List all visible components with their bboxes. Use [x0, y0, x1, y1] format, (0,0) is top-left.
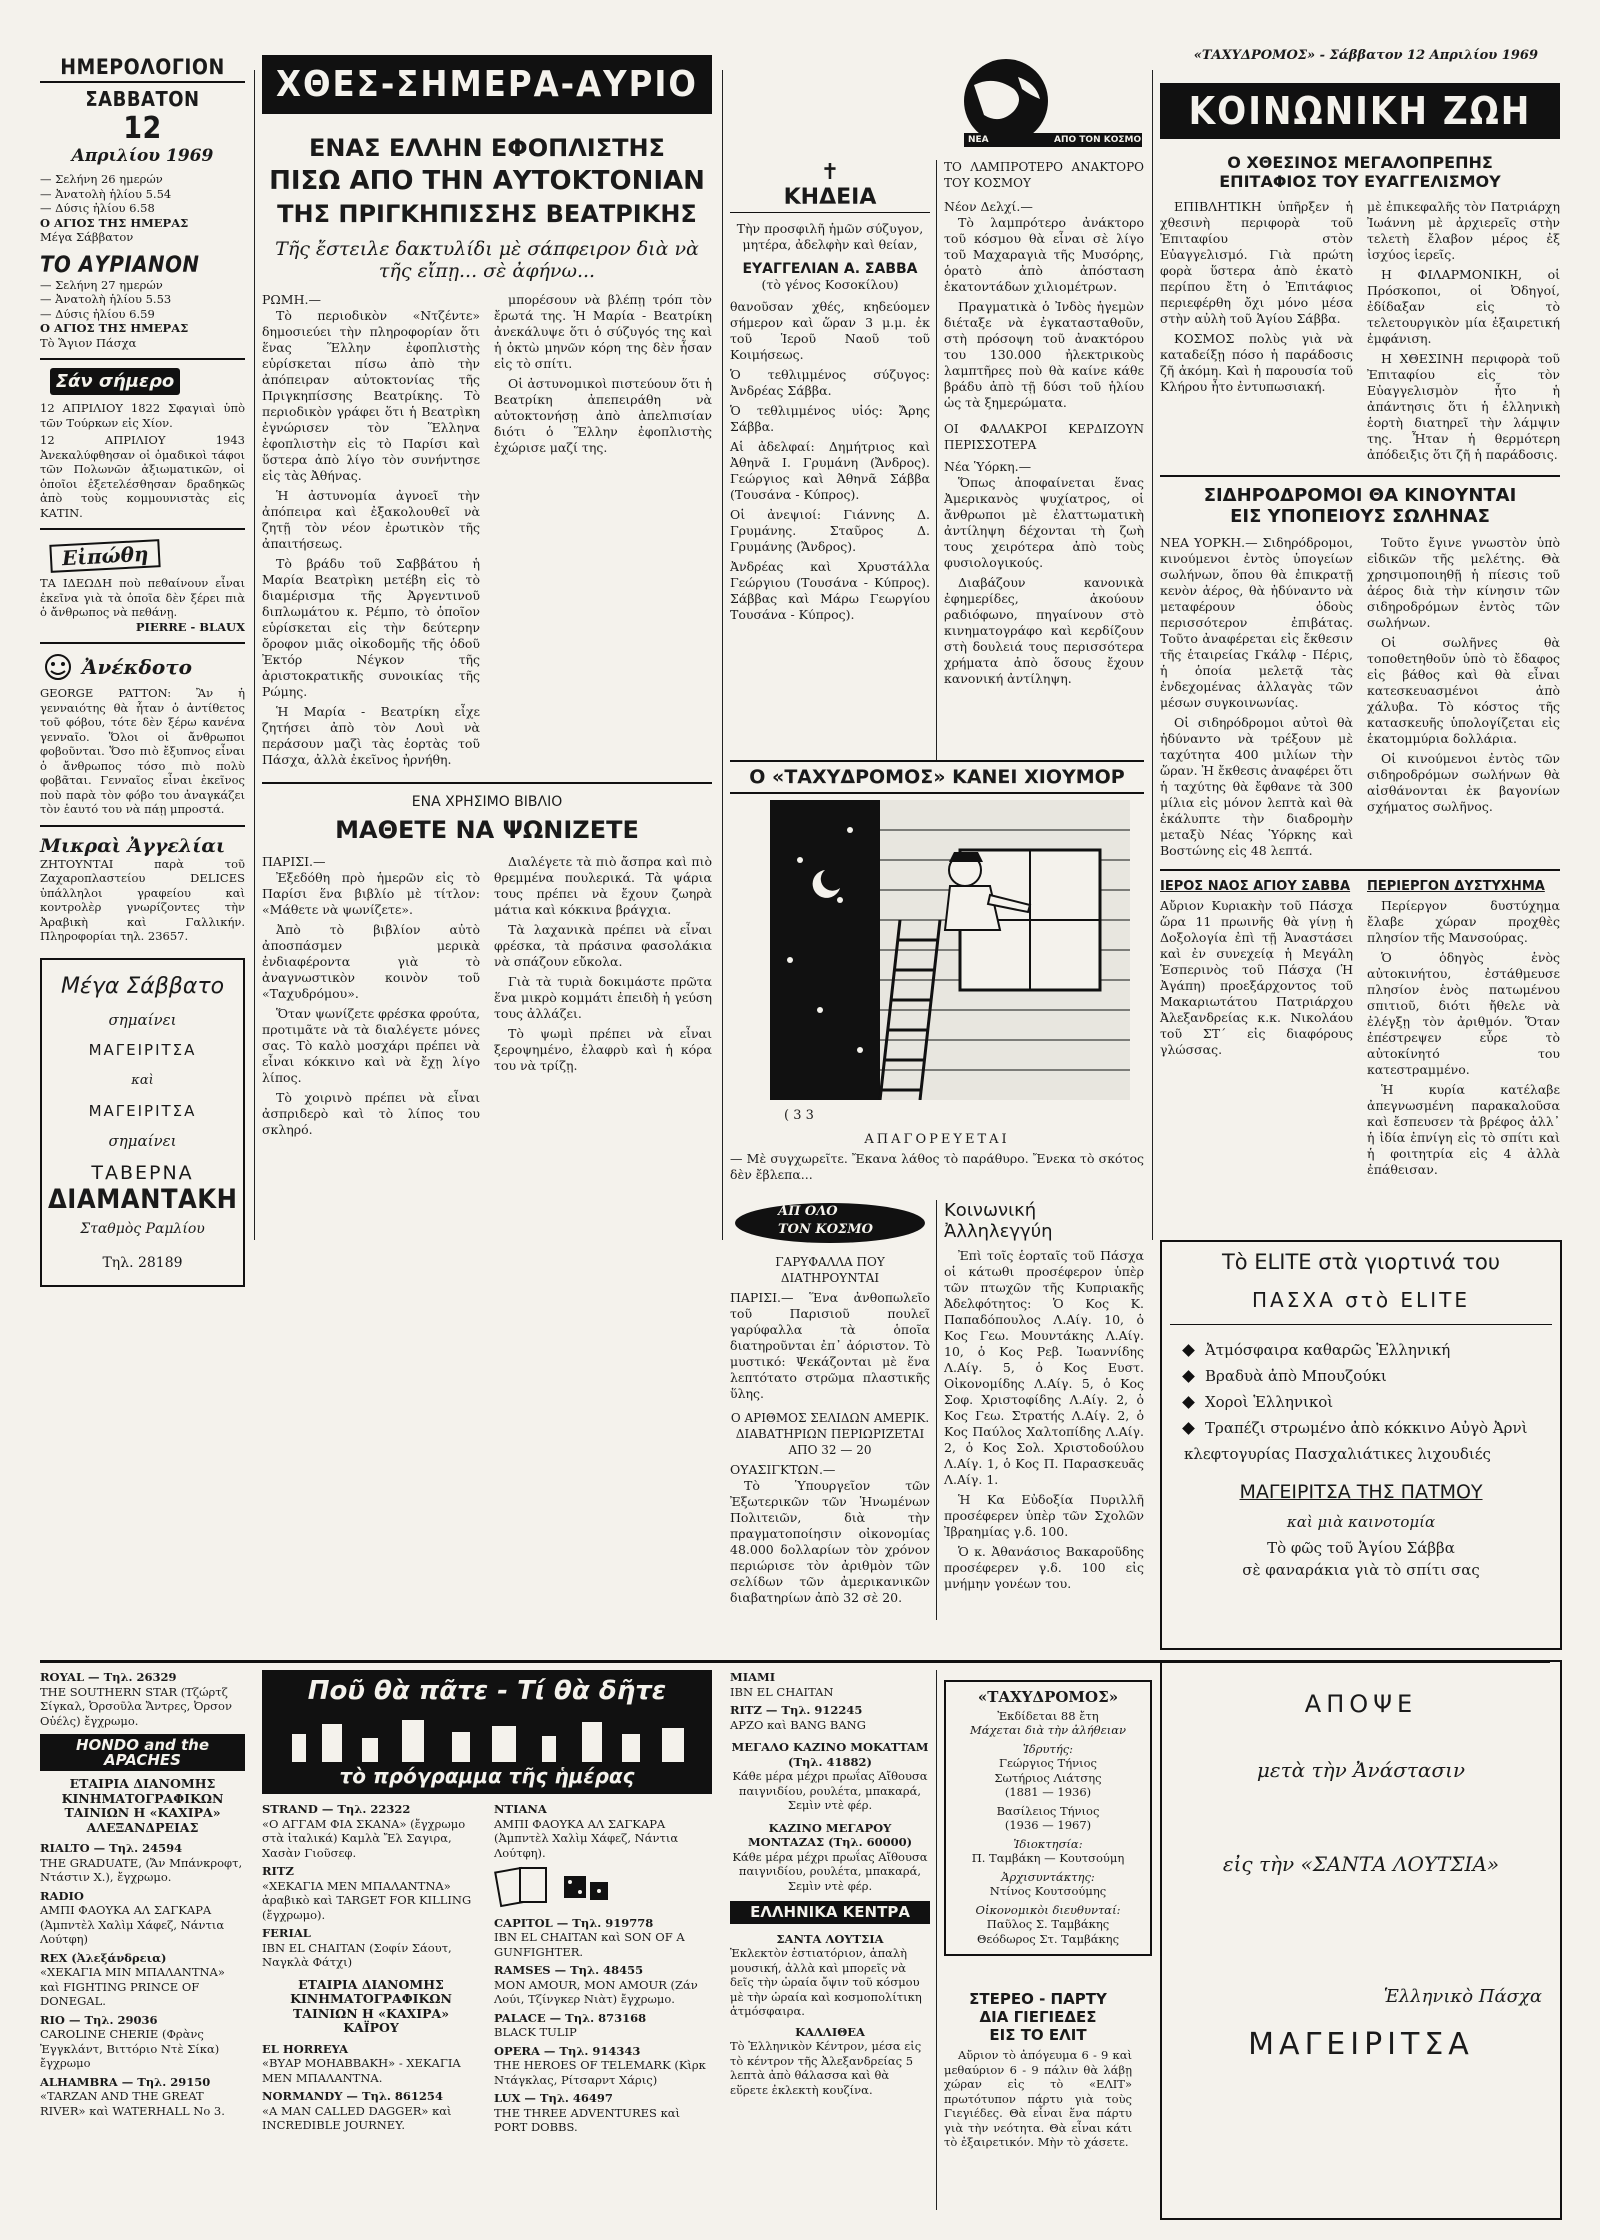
- pou-normandy: NORMANDY — Τηλ. 861254: [262, 2089, 443, 2103]
- pou-palace-film: BLACK TULIP: [494, 2025, 577, 2039]
- peri-title: ΠΕΡΙΕΡΓΟΝ ΔΥΣΤΥΧΗΜΑ: [1367, 879, 1545, 894]
- tax-l6: (1881 — 1936): [1004, 1785, 1092, 1799]
- elite-title: Τὸ ELITE στὰ γιορτινά του: [1221, 1250, 1501, 1274]
- vivlio-kicker: ΕΝΑ ΧΡΗΣΙΜΟ ΒΙΒΛΙΟ: [411, 794, 563, 810]
- elite-item: Βραδυὰ ἀπὸ Μπουζούκι: [1184, 1363, 1552, 1389]
- cross-icon: ✝: [820, 160, 840, 185]
- kideia-p6: Ἀνδρέας καὶ Χρυστάλλα Γεώργιου (Τουσάνα - Κύπρος). Σάββας καὶ Μάρω Γεωργίου Τουσάνα - Κύπρος).: [730, 559, 930, 622]
- pou-strand: STRAND — Τηλ. 22322: [262, 1802, 411, 1816]
- calendar-day: ΣΑΒΒΑΤΟΝ: [85, 87, 200, 111]
- nea-logo: [944, 55, 1144, 153]
- pou-comp1: ΕΤΑΙΡΙΑ ΔΙΑΝΟΜΗΣ: [298, 1976, 444, 1992]
- calendar-column: [40, 55, 245, 1287]
- taverna-l2: ΜΑΓΕΙΡΙΤΣΑ: [88, 1040, 197, 1059]
- sidirodromoi-p3: Τοῦτο ἔγινε γνωστὸν ὑπὸ εἰδικῶν τῆς μελέτης. Θὰ χρησιμοποιηθῇ ἡ πίεσις τοῦ ἀέρος διὰ τὴν κίνησιν τῶν σιδηροδρόμων ἐντὸς τῶν σωλήνων.: [1367, 535, 1560, 630]
- koinoniki-p5: Η ΧΘΕΣΙΝΗ περιφορὰ τοῦ Ἐπιταφίου εἰς τὸν Εὐαγγελισμὸν ἦτο ἡ ἀπάντησις ὅτι ἡ ἑλληνικὴ ἑορτὴ διατηρεῖ τὴν λάμψιν της. Ἦταν ἡ θερμότερη ἀπόδειξις ὅτι ζῆ ἡ παράδοσις.: [1367, 351, 1560, 462]
- list-montaza-text: Κάθε μέρα μέχρι πρωΐας Αἴθουσα παιγνιδίου, ρουλέτα, μπακαρά, Σεμὶν ντὲ φέρ.: [732, 1849, 928, 1893]
- pou-horreya-film: «ΒΥΑΡ ΜΟΗΑΒΒΑΚΗ» - ΧΕΚΑΓΙΑ ΜΕΝ ΜΠΑΛΑΝΤΝΑ.: [262, 2056, 461, 2085]
- stereo-text: Αὔριον τὸ ἀπόγευμα 6 - 9 καὶ μεθαύριον 6 - 9 πάλιν θὰ λάβῃ χώραν εἰς τὸ «ΕΛΙΤ» πρωτότυπον πάρτυ γιὰ τοὺς Γιεγιέδες. Θὰ εἶναι ἕνα πάρτυ γιὰ τὴν νεότητα. Θὰ εἶναι κάτι τὸ ἐξαιρετικόν. Μὴν τὸ χάσετε.: [944, 2048, 1132, 2149]
- nea-p3: Πραγματικὰ ὁ Ἰνδὸς ἡγεμὼν διέταξε νὰ ἐγκατασταθοῦν, στὴ πρόσοψη τοῦ ἀνακτόρου του 130.000 ἠλεκτρικοὺς λαμπτῆρες ποὺ θὰ καίνε κάθε βράδυ ἀπὸ τῇ δύσι τοῦ ἡλίου ὡς τὰ ξημερώματα.: [944, 299, 1144, 410]
- apopse-l2: εἰς τὴν «ΣΑΝΤΑ ΛΟΥΤΣΙΑ»: [1222, 1852, 1500, 1876]
- xioumor-sign: ΑΠΑΓΟΡΕΥΕΤΑΙ: [864, 1132, 1010, 1147]
- cinema-rialto: RIALTO — Τηλ. 24594: [40, 1841, 183, 1855]
- allileggui-section: [944, 1200, 1144, 1592]
- pou-ramses-film: MON AMOUR, MON AMOUR (Ζάν Λούι, Τζίνγκερ Νιὰτ) ἔγχρωμο.: [494, 1977, 698, 2006]
- koinoniki-banner: ΚΟΙΝΩΝΙΚΗ ΖΩΗ: [1160, 83, 1560, 139]
- pou-horreya: EL HORREYA: [262, 2041, 349, 2056]
- pou-comp2: ΚΙΝΗΜΑΤΟΓΡΑΦΙΚΩΝ: [290, 1991, 452, 2006]
- calendar-line: — Δύσις ἡλίου 6.58: [40, 201, 155, 215]
- tax-l1: Ἐκδίδεται 88 ἔτη: [997, 1708, 1099, 1723]
- pou-ritz: RITZ: [262, 1864, 294, 1878]
- pou-ntiana-film: ΑΜΠΙ ΦΑΟΥΚΑ ΑΛ ΣΑΓΚΑΡΑ (Ἀμπντὲλ Χαλὶμ Χάφεζ, Νάντια Λούτφη).: [494, 1816, 679, 1860]
- apolo-badge1: ΑΠ ΟΛΟ: [778, 1204, 838, 1219]
- pou-ferial-film: IBN EL CHAITAN (Σοφίν Σάουτ, Ναγκλὰ Φάτχι): [262, 1940, 452, 1969]
- cinema-rialto-film: THE GRADUATE, (Ἄν Μπάνκροφτ, Ντάστιν Χ.), ἔγχρωμο.: [40, 1855, 243, 1884]
- tax-l12: Ντίνος Κουτσούμης: [989, 1884, 1107, 1898]
- tomorrow-line: — Ἀνατολὴ ἡλίου 5.53: [40, 292, 172, 306]
- tax-l9: Ἰδιοκτησία:: [1013, 1836, 1083, 1851]
- cinema-royal: ROYAL — Τηλ. 26329: [40, 1670, 177, 1684]
- tomorrow-line: Ο ΑΓΙΟΣ ΤΗΣ ΗΜΕΡΑΣ: [40, 321, 189, 335]
- elite-l3: σὲ φαναράκια γιὰ τὸ σπίτι σας: [1242, 1561, 1480, 1579]
- calendar-title: ΗΜΕΡΟΛΟΓΙΟΝ: [40, 55, 245, 83]
- cinema-company2: ΚΙΝΗΜΑΤΟΓΡΑΦΙΚΩΝ: [61, 1790, 224, 1806]
- kideia-p3: Ὁ τεθλιμμένος υἱός: Ἄρης Σάββα.: [730, 403, 930, 434]
- koinoniki-p3: μὲ ἐπικεφαλῆς τὸν Πατριάρχη Ἰωάννη μὲ ἀρχιερεῖς στὴν τελετὴ ἔλαβον μέρος ἐξ ἰσχύος ἱερεῖς.: [1367, 199, 1560, 262]
- cards-dice-icon: [494, 1864, 614, 1908]
- calendar-line: — Ἀνατολὴ ἡλίου 5.54: [40, 186, 172, 201]
- kideia-name: ΕΥΑΓΓΕΛΙΑΝ Α. ΣΑΒΒΑ: [742, 261, 918, 277]
- vivlio-p3: Ὅταν ψωνίζετε φρέσκα φρούτα, προτιμᾶτε νὰ τὰ διαλέγετε μόνες σας. Τὸ καλὸ μοσχάρι πρέπει νὰ εἶναι κόκκινο καὶ νὰ ἔχῃ λίγο λίπος.: [262, 1006, 480, 1085]
- elite-mageiritsa: ΜΑΓΕΙΡΙΤΣΑ ΤΗΣ ΠΑΤΜΟΥ: [1239, 1481, 1483, 1503]
- cinema-rio: RIO — Τηλ. 29036: [40, 2012, 158, 2027]
- list-lucia-text: Ἐκλεκτὸν ἑστιατόριον, ἁπαλὴ μουσική, ἀλλὰ καὶ μπορεῖς νὰ δεῖς τὴν ὡραία ὄψιν τοῦ κόσμου μὲ τὴν ὡραία καὶ κοσμοπολίτικη ἀτμόσφαιρα.: [730, 1946, 922, 2018]
- anekdoto-title: Ἀνέκδοτο: [82, 655, 193, 679]
- xthes-p1: Τὸ περιοδικὸν «Ντζέντε» δημοσιεύει τὴν πληροφορίαν ὅτι ἕνας Ἕλλην ἐφοπλιστὴς εὑρίσκεται πίσω ἀπὸ τὴν ἀπόπειραν αὐτοκτονίας τῆς Πριγκηπίσσης Βεατρίκης. Τὸ περιοδικὸν γράφει ὅτι ἡ Βεατρὶκη ἐγνώρισεν τὸν Ἕλληνα ἐφοπλιστὴν εἰς τὸ Παρίσι καὶ ὕστερα ἀπὸ λίγο τὸν συνήντησε εἰς τὰς Ἀθήνας.: [262, 308, 480, 483]
- calendar-box: [40, 55, 245, 166]
- nea-p1: Νέον Δελχί.—: [944, 199, 1033, 214]
- sidirodromoi-p1: ΝΕΑ ΥΟΡΚΗ.— Σιδηρόδρομοι, κινούμενοι ἐντὸς ὑπογείων σωλήνων, ὅπου θὰ ἐπικρατῇ κενὸν ἀέρος, θὰ ἠδύναντο νὰ μεταφέρουν ὁδοὺς περισσότερον ἐπιβάτας. Τοῦτο ἀναφέρεται εἰς ἔκθεσιν τῆς ἑταιρείας Γκάλφ - Πέρις, ἡ ὁποία μελετᾷ τὰς ἐνδεχομένας ἀλλαγὰς τῶν μέσων συγκοινωνίας.: [1160, 535, 1353, 710]
- cinema-company3: ΤΑΙΝΙΩΝ Η «ΚΑΧΙΡΑ»: [64, 1805, 221, 1820]
- san-simera-title: Σάν σήμερο: [50, 368, 180, 395]
- apopse-l4: ΜΑΓΕΙΡΙΤΣΑ: [1248, 2027, 1474, 2062]
- mikres-title: Μικραὶ Ἀγγελίαι: [40, 834, 226, 857]
- elite-item: Τραπέζι στρωμένο ἀπὸ κόκκινο Αὐγὸ Ἀρνὶ κλεφτογυρίας Πασχαλιάτικες λιχουδιές: [1184, 1419, 1528, 1463]
- tax-l4: Γεώργιος Τήνιος: [999, 1756, 1097, 1770]
- taverna-l7: ΔΙΑΜΑΝΤΑΚΗ: [48, 1183, 238, 1215]
- stereo-title3: ΕΙΣ ΤΟ ΕΛΙΤ: [989, 2026, 1087, 2044]
- xthes-p4: Ἡ Μαρία - Βεατρίκη εἶχε ζητήσει ἀπὸ τὸν Λουὶ νὰ περάσουν μαζὶ τὰς ἑορτὰς τοῦ Πάσχα, ἀλλὰ ἐκεῖνος ἠρνήθη.: [262, 704, 480, 767]
- tomorrow-line: — Δύσις ἡλίου 6.59: [40, 306, 155, 321]
- taverna-l9: Τηλ. 28189: [102, 1254, 183, 1271]
- apolo-h1: ΓΑΡΥΦΑΛΛΑ ΠΟΥ ΔΙΑΤΗΡΟΥΝΤΑΙ: [775, 1255, 885, 1285]
- eipe-title: Εἰπώθη: [49, 539, 161, 573]
- vivlio-dateline: ΠΑΡΙΣΙ.—: [262, 854, 326, 869]
- tomorrow-line: Τὸ Ἅγιον Πάσχα: [40, 335, 137, 350]
- list-miami-film: IBN EL CHAITAN: [730, 1684, 834, 1699]
- pou-comp4: ΚΑΪΡΟΥ: [343, 2020, 399, 2035]
- vivlio-p1: Ἐξεδόθη πρὸ ἡμερῶν εἰς τὸ Παρίσι ἕνα βιβλίο μὲ τίτλον: «Μάθετε νὰ ψωνίζετε».: [262, 870, 480, 917]
- elite-item: Ἀτμόσφαιρα καθαρῶς Ἑλληνική: [1184, 1337, 1552, 1363]
- xthes-h3: ΤΗΣ ΠΡΙΓΚΗΠΙΣΣΗΣ ΒΕΑΤΡΙΚΗΣ: [277, 200, 697, 228]
- xioumor-caption: — Μὲ συγχωρεῖτε. Ἔκανα λάθος τὸ παράθυρο. Ἔνεκα τὸ σκότος δὲν ἔβλεπα...: [730, 1151, 1144, 1182]
- tax-l7: Βασίλειος Τήνιος: [996, 1803, 1100, 1818]
- cinema-royal-film: THE SOUTHERN STAR (Τζώρτζ Σίγκαλ, Ὀρσοῦλα Ἄντρες, Ὀρσον Οὐέλς) ἔγχρωμο.: [40, 1684, 232, 1728]
- elite-l1: καὶ μιὰ καινοτομία: [1286, 1513, 1436, 1531]
- stereo-section: [944, 1990, 1132, 2150]
- kideia-p1: θανοῦσαν χθές, κηδεύομεν σήμερον καὶ ὥραν 3 μ.μ. ἐκ τοῦ Ἱεροῦ Ναοῦ τοῦ Κοιμήσεως.: [730, 299, 930, 362]
- peri-p3: Ἡ κυρία κατέλαβε ἀπεγνωσμένη παρακαλοῦσα καὶ ἔσπευσεν τὰ βρέφος ἀλλ᾽ ἡ ἰδία ἐπνίγη εἰς τὸ σπίτι καὶ ἡ φοιτητρία εἰς 4 ἀλλὰ ἐπάθεισαν.: [1367, 1082, 1560, 1177]
- taxydromos-box: [944, 1680, 1152, 1956]
- right-listing: [730, 1670, 930, 2097]
- peri-p2: Ὁ ὁδηγὸς ἑνὸς αὐτοκινήτου, ἐστάθμευσε πλησίον ἑνὸς πατωμένου σπιτιοῦ, διότι ἤθελε νὰ ἐλέγξῃ τὸν ἀριθμόν. Ὅταν ἐπέστρεψεν εὗρε τὸ αὐτοκίνητό του κατεστραμμένο.: [1367, 950, 1560, 1077]
- sidirodromoi-h2: ΕΙΣ ΥΠΟΠΕΙΟΥΣ ΣΩΛΗΝΑΣ: [1230, 506, 1490, 527]
- taverna-l5: σημαίνει: [108, 1131, 177, 1150]
- list-kazino: ΜΕΓΑΛΟ ΚΑΖΙΝΟ MOKATTAM (Τηλ. 41882): [731, 1740, 929, 1769]
- cinema-alhambra: ALHAMBRA — Τηλ. 29150: [40, 2074, 211, 2089]
- cinema-rex-film: «ΧΕΚΑΓΙΑ ΜΙΝ ΜΠΑΛΑΝΤΝΑ» καὶ FIGHTING PRINCE OF DONEGAL.: [40, 1965, 225, 2008]
- cinema-rex: REX (Ἀλεξάνδρεια): [40, 1950, 167, 1965]
- koinoniki-column: [1160, 55, 1560, 1178]
- elite-l2: Τὸ φῶς τοῦ Ἁγίου Σάββα: [1267, 1539, 1455, 1557]
- kideia-intro: Τὴν προσφιλῆ ἡμῶν σύζυγον, μητέρα, ἀδελφὴν καὶ θείαν,: [736, 221, 924, 252]
- mikres-text: ΖΗΤΟΥΝΤΑΙ παρὰ τοῦ Ζαχαροπλαστείου DELICES ὑπάλληλοι γραφείου καὶ κοντρολὲρ γνωρίζοντες τὴν Ἀραβικὴ καὶ Γαλλικήν. Πληροφορίαι τηλ. 23657.: [40, 856, 245, 943]
- cinema-company1: ΕΤΑΙΡΙΑ ΔΙΑΝΟΜΗΣ: [69, 1776, 216, 1791]
- sidirodromoi-p2: Οἱ σιδηρόδρομοι αὐτοὶ θὰ ἠδύναντο νὰ τρέξουν μὲ ταχύτητα 400 μιλίων τὴν ὥραν. Ἡ ἔκθεσις ἀναφέρει ὅτι ἡ ταχύτης θὰ ἔφθανε τὰ 300 μίλια εἰς μόνον λεπτὰ καὶ θὰ ἐκάλυπτε τὴν διαδρομὴν μεταξὺ Νέας Ὑόρκης καὶ Βοστώνης εἰς 48 λεπτά.: [1160, 715, 1353, 858]
- apopse-l3: Ἑλληνικὸ Πάσχα: [1383, 1986, 1542, 2007]
- pou-tha-sub: τὸ πρόγραμμα τῆς ἡμέρας: [262, 1762, 712, 1794]
- list-ritz: RITZ — Τηλ. 912245: [730, 1703, 863, 1717]
- xthes-p5: μπορέσουν νὰ βλέπῃ τρόπ τὸν ἔρωτά της. Ἡ Μαρία - Βεατρίκη ἀνεκάλυψε ὅτι ὁ σύζυγός της καὶ ἡ ὀκτὼ μηνῶν κόρη της δὲν ἦσαν εἰς τὸ σπίτι.: [494, 292, 712, 371]
- pou-comp3: ΤΑΙΝΙΩΝ Η «ΚΑΧΙΡΑ»: [292, 2005, 450, 2021]
- apopse-ad: [1160, 1660, 1562, 2220]
- kideia-p2: Ὁ τεθλιμμένος σύζυγος: Ἀνδρέας Σάββα.: [730, 367, 930, 398]
- taverna-l3: καὶ: [131, 1072, 154, 1088]
- tax-title: «ΤΑΧΥΔΡΟΜΟΣ»: [977, 1688, 1119, 1706]
- xthes-p2: Ἡ ἀστυνομία ἀγνοεῖ τὴν ἀπόπειρα καὶ ἐξακολουθεῖ νὰ ζητῇ τὸν νέον ἐρωτικὸν τῆς ἀπαιτήσεως.: [262, 488, 480, 551]
- tomorrow-line: — Σελήνη 27 ημερών: [40, 277, 163, 292]
- elite-ad: [1160, 1240, 1562, 1650]
- pou-lux: LUX — Τηλ. 46497: [494, 2091, 613, 2105]
- list-kallithea-text: Τὸ Ἑλληνικὸν Κέντρον, μέσα εἰς τὸ κέντρον τῆς Ἀλεξανδρείας 5 λεπτὰ ἀπὸ θάλασσα καὶ θὰ εὕρετε ἐκλεκτὴ κουζίνα.: [730, 2039, 922, 2097]
- koinoniki-p1: ΕΠΙΒΛΗΤΙΚΗ ὑπῆρξεν ἡ χθεσινὴ περιφορὰ τοῦ Ἐπιταφίου στὸν Εὐαγγελισμό. Γιὰ πρώτη φορὰ ὕστερα ἀπὸ ἑκατὸ περίπου ἔτη ὁ Ἐπιτάφιος περιεφέρθη ὄχι μόνο μέσα στὴν αὐλὴ τοῦ Ἁγίου Σάββα.: [1160, 199, 1353, 326]
- cinema-ad1: HONDO and the APACHES: [40, 1734, 245, 1771]
- pou-tha-section: [262, 1670, 712, 2135]
- apolo-section: [730, 1200, 930, 1606]
- apolo-p1: ΠΑΡΙΣΙ.— Ἕνα ἀνθοπωλεῖο τοῦ Παρισιοῦ πουλεῖ γαρύφαλλα τὰ ὁποῖα διατηροῦνται ἐπ᾽ ἀόριστον. Τὸ μυστικό: Ψεκάζονται μὲ ἕνα λεπτότατο στρῶμα πλαστικῆς ὕλης.: [730, 1290, 930, 1401]
- vivlio-p2: Ἀπὸ τὸ βιβλίον αὐτὸ ἀποσπάσμεν μερικὰ ἐνδιαφέροντα γιὰ τὸ ἀναγνωστικὸν κοινὸν τοῦ «Ταχυδρόμου».: [262, 922, 480, 1001]
- apolo-p3: Τὸ Ὑπουργεῖον τῶν Ἐξωτερικῶν τῶν Ἡνωμένων Πολιτειῶν, διὰ τὴν πραγματοποίησιν οἰκονομίας 48.000 δολλαρίων τὸν χρόνον περιώρισε τὸν ἀριθμὸν τῶν σελίδων τῶν ἀμερικανικῶν διαβατηρίων ἀπὸ 32 σὲ 20.: [730, 1478, 930, 1605]
- vivlio-title: ΜΑΘΕΤΕ ΝΑ ΨΩΝΙΖΕΤΕ: [335, 816, 639, 844]
- sidirodromoi-p5: Οἱ κινούμενοι ἐντὸς τῶν σιδηροδρόμων σωλήνων θὰ αἰσθάνονται ἐκ βαγονίων σχήματος σωλῆνος.: [1367, 751, 1560, 814]
- xioumor-title: Ο «ΤΑΧΥΔΡΟΜΟΣ» ΚΑΝΕΙ ΧΙΟΥΜΟΡ: [730, 760, 1144, 794]
- nea-badge2: ΑΠΟ ΤΟΝ ΚΟΣΜΟ: [1054, 135, 1142, 145]
- allileggui-p1: Ἐπὶ τοῖς ἑορταῖς τοῦ Πάσχα οἱ κάτωθι προσέφερον ὑπὲρ τῶν πτωχῶν τῆς Κυπριακῆς Ἀδελφότητος: Ὁ Κος Κ. Παπαδόπουλος Λ.Αίγ. 10, ὁ Κος Γεω. Μουντάκης Λ.Αίγ. 10, ὁ Κος Ρεβ. Ἰωαννίδης Λ.Αίγ. 5, ὁ Κος Ευστ. Οἰκονομίδης Λ.Αίγ. 5, ὁ Κος Σοφ. Χριστοφίδης Λ.Αίγ. 2, ὁ Κος Γεω. Στρατής Λ.Αίγ. 2, ὁ Κος Παύλος Χαλτοπίδης Λ.Αίγ. 2, ὁ Κος Σολ. Χριστοδούλου Λ.Αίγ. 1, ὁ Κος Π. Παρασκευᾶς Λ.Αίγ. 1.: [944, 1248, 1144, 1487]
- taverna-title: Μέγα Σάββατο: [60, 973, 225, 999]
- peri-p1: Περίεργον δυστύχημα ἔλαβε χώραν προχθὲς πλησίον τῆς Μανσούρας.: [1367, 898, 1560, 945]
- sidirodromoi-p4: Οἱ σωλῆνες θὰ τοποθετηθοῦν ὑπὸ τὸ ἔδαφος εἰς βάθος καὶ θὰ εἶναι κατεσκευασμένοι ἀπὸ χάλυβα. Τὸ κόστος τῆς κατασκευῆς ὑπολογίζεται εἰς ἑκατομμύρια δολλάρια.: [1367, 635, 1560, 746]
- list-kentra: ΕΛΛΗΝΙΚΑ ΚΕΝΤΡΑ: [730, 1901, 930, 1924]
- cinema-alhambra-film: «TARZAN AND THE GREAT RIVER» καὶ WATERHALL No 3.: [40, 2089, 225, 2118]
- pou-opera: OPERA — Τηλ. 914343: [494, 2043, 641, 2058]
- xioumor-section: [730, 760, 1144, 1183]
- cinema-left: [40, 1670, 245, 2118]
- apopse-title: ΑΠΟΨΕ: [1304, 1690, 1418, 1718]
- koinoniki-h1: Ο ΧΘΕΣΙΝΟΣ ΜΕΓΑΛΟΠΡΕΠΗΣ: [1227, 153, 1493, 172]
- pou-capitol: CAPITOL — Τηλ. 919778: [494, 1915, 654, 1930]
- nea-badge1: ΝΕΑ: [968, 135, 989, 145]
- vivlio-p4: Τὸ χοιρινὸ πρέπει νὰ εἶναι ἀσπριδερὸ καὶ τὸ λίπος του σκληρό.: [262, 1090, 480, 1137]
- san-simera-text1: 12 ΑΠΡΙΛΙΟΥ 1822 Σφαγιαὶ ὑπὸ τῶν Τούρκων εἰς Χίον.: [40, 401, 245, 430]
- pou-ferial: FERIAL: [262, 1926, 311, 1940]
- cinema-rio-film: CAROLINE CHERIE (Φρὰνς Ἐγγκλάντ, Βιττόριο Ντὲ Σίκα) ἔγχρωμο: [40, 2027, 220, 2070]
- vivlio-p8: Τὸ ψωμὶ πρέπει νὰ εἶναι ξεροψημένο, ἐλαφρὺ καὶ ἡ κόρα του νὰ τρίζῃ.: [494, 1026, 712, 1073]
- nea-column: [944, 55, 1144, 687]
- calendar-line: — Σελήνη 26 ημερών: [40, 172, 163, 186]
- taverna-l1: σημαίνει: [108, 1010, 177, 1029]
- apolo-p2: ΟΥΑΣΙΓΚΤΩΝ.—: [730, 1462, 836, 1477]
- list-miami: MIAMI: [730, 1670, 776, 1684]
- koinoniki-h2: ΕΠΙΤΑΦΙΟΣ ΤΟΥ ΕΥΑΓΓΕΛΙΣΜΟΥ: [1219, 172, 1501, 191]
- nea-p2: Τὸ λαμπρότερο ἀνάκτορο τοῦ κόσμου θὰ εἶναι σὲ λίγο τοῦ Μαχαραγιὰ τῆς Μυσόρης, ὁρατὸ ἀπὸ ἀπόσταση ἑκατοντάδων χιλιομέτρων.: [944, 215, 1144, 294]
- pou-normandy-film: «A MAN CALLED DAGGER» καὶ INCREDIBLE JOURNEY.: [262, 2103, 452, 2132]
- list-montaza: ΚΑΖΙΝΟ ΜΕΓΑΡΟΥ ΜΟΝΤΑΖΑΣ (Τηλ. 60000): [747, 1820, 913, 1849]
- calendar-line: Μέγα Σάββατον: [40, 230, 134, 244]
- san-simera-text2: 12 ΑΠΡΙΛΙΟΥ 1943 Ἀνεκαλύφθησαν οἱ ὁμαδικοὶ τάφοι τῶν Πολωνῶν ἀξιωματικῶν, οἱ ὁποῖοι ἐξετελέσθησαν δραδηκῶς ἀπὸ τοὺς κομμουνιστὰς εἰς ΚΑΤΙΝ.: [40, 433, 245, 520]
- koinoniki-p4: Η ΦΙΛΑΡΜΟΝΙΚΗ, οἱ Πρόσκοποι, οἱ Ὀδηγοί, ἐδίδαξαν εἰς τὸ τελετουργικὸν μία ἐξαιρετική ἐμφάνιση.: [1367, 267, 1560, 346]
- pou-ritz-film: «ΧΕΚΑΓΙΑ ΜΕΝ ΜΠΑΛΑΝΤΝΑ» ἀραβικὸ καὶ TARGET FOR KILLING (ἔγχρωμο).: [262, 1878, 472, 1922]
- calendar-date-num: 12: [123, 111, 162, 146]
- allileggui-p3: Ὁ κ. Ἀθανάσιος Βακαροῦδης προσέφερεν γ.δ. 100 εἰς μνήμην γονέων του.: [944, 1544, 1144, 1591]
- tax-l5: Σωτήριος Λιάτσης: [994, 1770, 1102, 1785]
- kideia-p5: Οἱ ἀνεψιοί: Γιάννης Δ. Γρυμάνης. Σταῦρος Δ. Γρυμάνης (Ἄνδρος).: [730, 507, 930, 554]
- nea-p6: Διαβάζουν κανονικὰ ἐφημερίδες, ἀκούουν ραδιόφωνο, πηγαίνουν στὸ κινηματογράφο καὶ κερδίζουν στὴ δουλειά τους περισσότερα χρήματα ἀπὸ ὅσους ἔχουν κανονική ἀντίληψη.: [944, 575, 1144, 686]
- pou-strand-film: «Ο ΑΓΓΑΜ ΦΙΑ ΣΚΑΝΑ» (ἔγχρωμο στὰ ἰταλικά) Καμλὰ Ἔλ Σαγιρα, Χασὰν Γιοῦσεφ.: [262, 1816, 466, 1860]
- xthes-h2: ΠΙΣΩ ΑΠΟ ΤΗΝ ΑΥΤΟΚΤΟΝΙΑΝ: [269, 166, 705, 196]
- agios-p1: Αὔριον Κυριακὴν τοῦ Πάσχα ὥρα 11 πρωινῆς θὰ γίνῃ ἡ Δοξολογία ἐπὶ τῇ Ἀναστάσει καὶ ἐν συνεχείᾳ ἡ Μεγάλη Ἑσπερινὸς τοῦ Πάσχα (Ἡ Ἀγάπη) προεξάρχοντος τοῦ Μακαριωτάτου Πατριάρχου Ἀλεξανδρείας κ.κ. Νικολάου τοῦ ΣΤ΄ εἰς διαφόρους γλώσσας.: [1160, 898, 1353, 1057]
- list-kallithea: ΚΑΛΛΙΘΕΑ: [795, 2024, 865, 2039]
- stereo-title1: ΣΤΕΡΕΟ - ΠΑΡΤΥ: [969, 1990, 1107, 2008]
- vivlio-p6: Τὰ λαχανικὰ πρέπει νὰ εἶναι φρέσκα, τὰ πράσινα φασολάκια νὰ σπάζουν εὔκολα.: [494, 922, 712, 969]
- allileggui-title: Κοινωνική Ἀλληλεγγύη: [944, 1200, 1053, 1242]
- pou-tha-banner: Ποῦ θὰ πᾶτε - Τί θὰ δῆτε: [262, 1670, 712, 1712]
- pou-ntiana: ΝΤΙΑΝΑ: [494, 1802, 547, 1816]
- taverna-l4: ΜΑΓΕΙΡΙΤΣΑ: [88, 1101, 197, 1120]
- city-skyline-icon: [262, 1712, 712, 1762]
- pou-palace: PALACE — Τηλ. 873168: [494, 2010, 647, 2025]
- tax-l13: Οἰκονομικὸι διευθυνταί:: [975, 1902, 1121, 1917]
- nea-p5: Ὅπως ἀποφαίνεται ἕνας Ἀμερικανὸς ψυχίατρος, οἱ ἄνθρωποι μὲ ἐλαττωματικὴ ἀντίληψη δέχονται τὴ ζωὴ τους χειρότερα ἀπὸ τοὺς φυσιολογικούς.: [944, 475, 1144, 570]
- eipe-quote: ΤΑ ΙΔΕΩΔΗ ποὺ πεθαίνουν εἶναι ἐκεῖνα γιὰ τὰ ὁποῖα δὲν ξέρει πιὰ ὁ ἄνθρωπος νὰ πεθάνῃ.: [40, 576, 245, 619]
- elite-item: Χοροὶ Ἑλληνικοὶ: [1184, 1389, 1552, 1415]
- cartoon-burglar-image: [730, 800, 1144, 1100]
- agios-title: ΙΕΡΟΣ ΝΑΟΣ ΑΓΙΟΥ ΣΑΒΒΑ: [1160, 879, 1351, 894]
- stereo-title2: ΔΙΑ ΓΙΕΓΙΕΔΕΣ: [979, 2008, 1097, 2026]
- pou-capitol-film: IBN EL CHAITAN καὶ SON OF A GUNFIGHTER.: [494, 1930, 685, 1959]
- taverna-l8: Σταθμὸς Ραμλίου: [80, 1220, 205, 1237]
- kideia-title: ΚΗΔΕΙΑ: [730, 185, 930, 213]
- list-lucia: ΣΑΝΤΑ ΛΟΥΤΣΙΑ: [776, 1931, 884, 1946]
- pou-lux-film: THE THREE ADVENTURES καὶ PORT DOBBS.: [494, 2105, 681, 2134]
- pou-opera-film: THE HEROES OF TELEMARK (Κὶρκ Ντάγκλας, Ρίτσαρντ Χάρις): [494, 2058, 706, 2087]
- xthes-p3: Τὸ βράδυ τοῦ Σαββάτου ἡ Μαρία Βεατρὶκη μετέβη εἰς τὸ διαμέρισμα τῆς Ἀργεντινοῦ διπλωμάτου κ. Ρέμπο, τὸ ὁποῖον εὑρίσκεται εἰς τὴν δεύτερην ὄροφον μιᾶς οἰκοδομῆς τῆς ὁδοῦ Ἐκτόρ Νέγκον τῆς ἀριστοκρατικῆς συνοικίας τῆς Ρώμης.: [262, 556, 480, 699]
- apolo-badge2: ΤΟΝ ΚΟΣΜΟ: [778, 1222, 873, 1237]
- nea-h1: ΤΟ ΛΑΜΠΡΟΤΕΡΟ ΑΝΑΚΤΟΡΟ ΤΟΥ ΚΟΣΜΟΥ: [944, 160, 1144, 190]
- main-story-column: [262, 55, 712, 1138]
- taverna-ad: [40, 958, 245, 1287]
- list-kazino-text: Κάθε μέρα μέχρι πρωΐας Αἴθουσα παιγνιδίου, ρουλέτα, μπακαρά, Σεμὶν ντὲ φέρ.: [732, 1769, 928, 1812]
- tomorrow-title: ΤΟ ΑΥΡΙΑΝΟΝ: [40, 252, 200, 278]
- calendar-line: Ο ΑΓΙΟΣ ΤΗΣ ΗΜΕΡΑΣ: [40, 215, 189, 230]
- nea-p4: Νέα Ὑόρκη.—: [944, 459, 1032, 474]
- xthes-dateline: ΡΩΜΗ.—: [262, 292, 321, 307]
- allileggui-p2: Ἡ Κα Εὐδοξία Πυριλλῆ προσέφερεν ὑπὲρ τῶν Σχολῶν Ἰβραημίας γ.δ. 100.: [944, 1492, 1144, 1539]
- anekdoto-face-icon: [40, 652, 76, 682]
- apolo-h2: Ο ΑΡΙΘΜΟΣ ΣΕΛΙΔΩΝ ΑΜΕΡΙΚ. ΔΙΑΒΑΤΗΡΙΩΝ ΠΕΡΙΩΡΙΖΕΤΑΙ ΑΠΟ 32 — 20: [730, 1411, 930, 1457]
- tax-l2: Μάχεται διὰ τὴν ἀλήθειαν: [969, 1723, 1127, 1737]
- tax-l8: (1936 — 1967): [1004, 1818, 1092, 1832]
- cinema-radio: RADIO: [40, 1888, 84, 1903]
- xthes-sub: Τῆς ἔστειλε δακτυλίδι μὲ σάπφειρον διὰ νὰ τῆς εἴπῃ... σὲ ἀφήνω...: [275, 238, 699, 282]
- koinoniki-p2: ΚΟΣΜΟΣ πολὺς γιὰ νὰ καταδείξῃ πόσο ἡ παράδοσις ζῆ ἀκόμη. Καὶ ἡ παρουσία τοῦ Κλήρου ἦτο ἐντυπωσιακή.: [1160, 331, 1353, 394]
- apopse-l1: μετὰ τὴν Ἀνάστασιν: [1256, 1758, 1466, 1782]
- anekdoto-text: GEORGE PATTON: Ἂν ἡ γενναιότης θὰ ἦταν ὁ ἀντίθετος τοῦ φόβου, τότε δὲν ξέρω κανένα γενναῖο. Ὅλοι οἱ ἄνθρωποι φοβοῦνται. Ὅσο πιὸ ἔξυπνος εἶναι ὁ ἄνθρωπος τόσο πιὸ πολὺ φοβᾶται. Γενναῖος εἶναι ἐκεῖνος ποὺ παρὰ τὸν φόβο του ἀναγκάζει τὸν ἑαυτό του νὰ πάῃ μπροστά.: [40, 686, 245, 816]
- taverna-l6: ΤΑΒΕΡΝΑ: [91, 1161, 194, 1184]
- xthes-h1: ΕΝΑΣ ΕΛΛΗΝ ΕΦΟΠΛΙΣΤΗΣ: [309, 134, 665, 162]
- nea-h2: ΟΙ ΦΑΛΑΚΡΟΙ ΚΕΡΔΙΖΟΥΝ ΠΕΡΙΣΣΟΤΕΡΑ: [944, 422, 1144, 452]
- kideia-p4: Αἱ ἀδελφαί: Δημήτριος καὶ Ἀθηνᾶ Ι. Γρυμάνη (Ἄνδρος). Γεώργιος καὶ Ἀθηνᾶ Σάββα (Τουσάνα - Κύπρος).: [730, 439, 930, 502]
- kideia-column: [730, 160, 930, 623]
- eipe-author: PIERRE - BLAUX: [135, 619, 245, 634]
- pou-ramses: RAMSES — Τηλ. 48455: [494, 1963, 644, 1977]
- xthes-p6: Οἱ ἀστυνομικοὶ πιστεύουν ὅτι ἡ Βεατρίκη ἀπεπειράθη νὰ αὐτοκτονήσῃ ἀπὸ ἀπελπισίαν διότι ὁ Ἕλλην ἐφοπλιστὴς ἐχώρισε μαζί της.: [494, 376, 712, 455]
- tax-l14: Παῦλος Σ. Ταμβάκης: [986, 1917, 1110, 1931]
- kideia-born: (τὸ γένος Κοσοκίλου): [761, 277, 899, 292]
- tax-l11: Ἀρχισυντάκτης:: [1001, 1869, 1095, 1884]
- vivlio-p5: Διαλέγετε τὰ πιὸ ἄσπρα καὶ πιὸ θρεμμένα πουλερικά. Τὰ ψάρια τους πρέπει νὰ ἔχουν ζωηρὰ μάτια καὶ κόκκινα βράγχια.: [494, 854, 712, 917]
- cinema-radio-film: ΑΜΠΙ ΦΑΟΥΚΑ ΑΛ ΣΑΓΚΑΡΑ (Ἀμπντὲλ Χαλὶμ Χάφεζ, Νάντια Λούτφη): [40, 1903, 225, 1946]
- page-header: «ΤΑΧΥΔΡΟΜΟΣ» - Σάββατον 12 Απριλίου 1969: [1193, 48, 1538, 63]
- cinema-company4: ΑΛΕΞΑΝΔΡΕΙΑΣ: [86, 1819, 199, 1835]
- xioumor-window-mark: ( 3 3: [780, 1107, 818, 1124]
- tax-l15: Θεόδωρος Στ. Ταμβάκης: [976, 1931, 1120, 1946]
- xthes-banner: ΧΘΕΣ-ΣΗΜΕΡΑ-ΑΥΡΙΟ: [262, 55, 712, 114]
- list-ritz-film: ΑΡΖΟ καὶ BANG BANG: [730, 1717, 866, 1732]
- calendar-month-year: Απριλίου 1969: [71, 146, 214, 166]
- vivlio-p7: Γιὰ τὰ τυριὰ δοκιμάστε πρῶτα ἕνα μικρὸ κομμάτι ἐπειδὴ ἡ γεύση τους ἀλλάζει.: [494, 974, 712, 1021]
- tax-l3: Ἱδρυτής:: [1022, 1741, 1074, 1756]
- tax-l10: Π. Ταμβάκη — Κουτσούμη: [971, 1851, 1125, 1865]
- elite-sub: ΠΑΣΧΑ στὸ ELITE: [1252, 1288, 1470, 1312]
- apolo-logo: [730, 1200, 930, 1246]
- sidirodromoi-h1: ΣΙΔΗΡΟΔΡΟΜΟΙ ΘΑ ΚΙΝΟΥΝΤΑΙ: [1203, 485, 1517, 506]
